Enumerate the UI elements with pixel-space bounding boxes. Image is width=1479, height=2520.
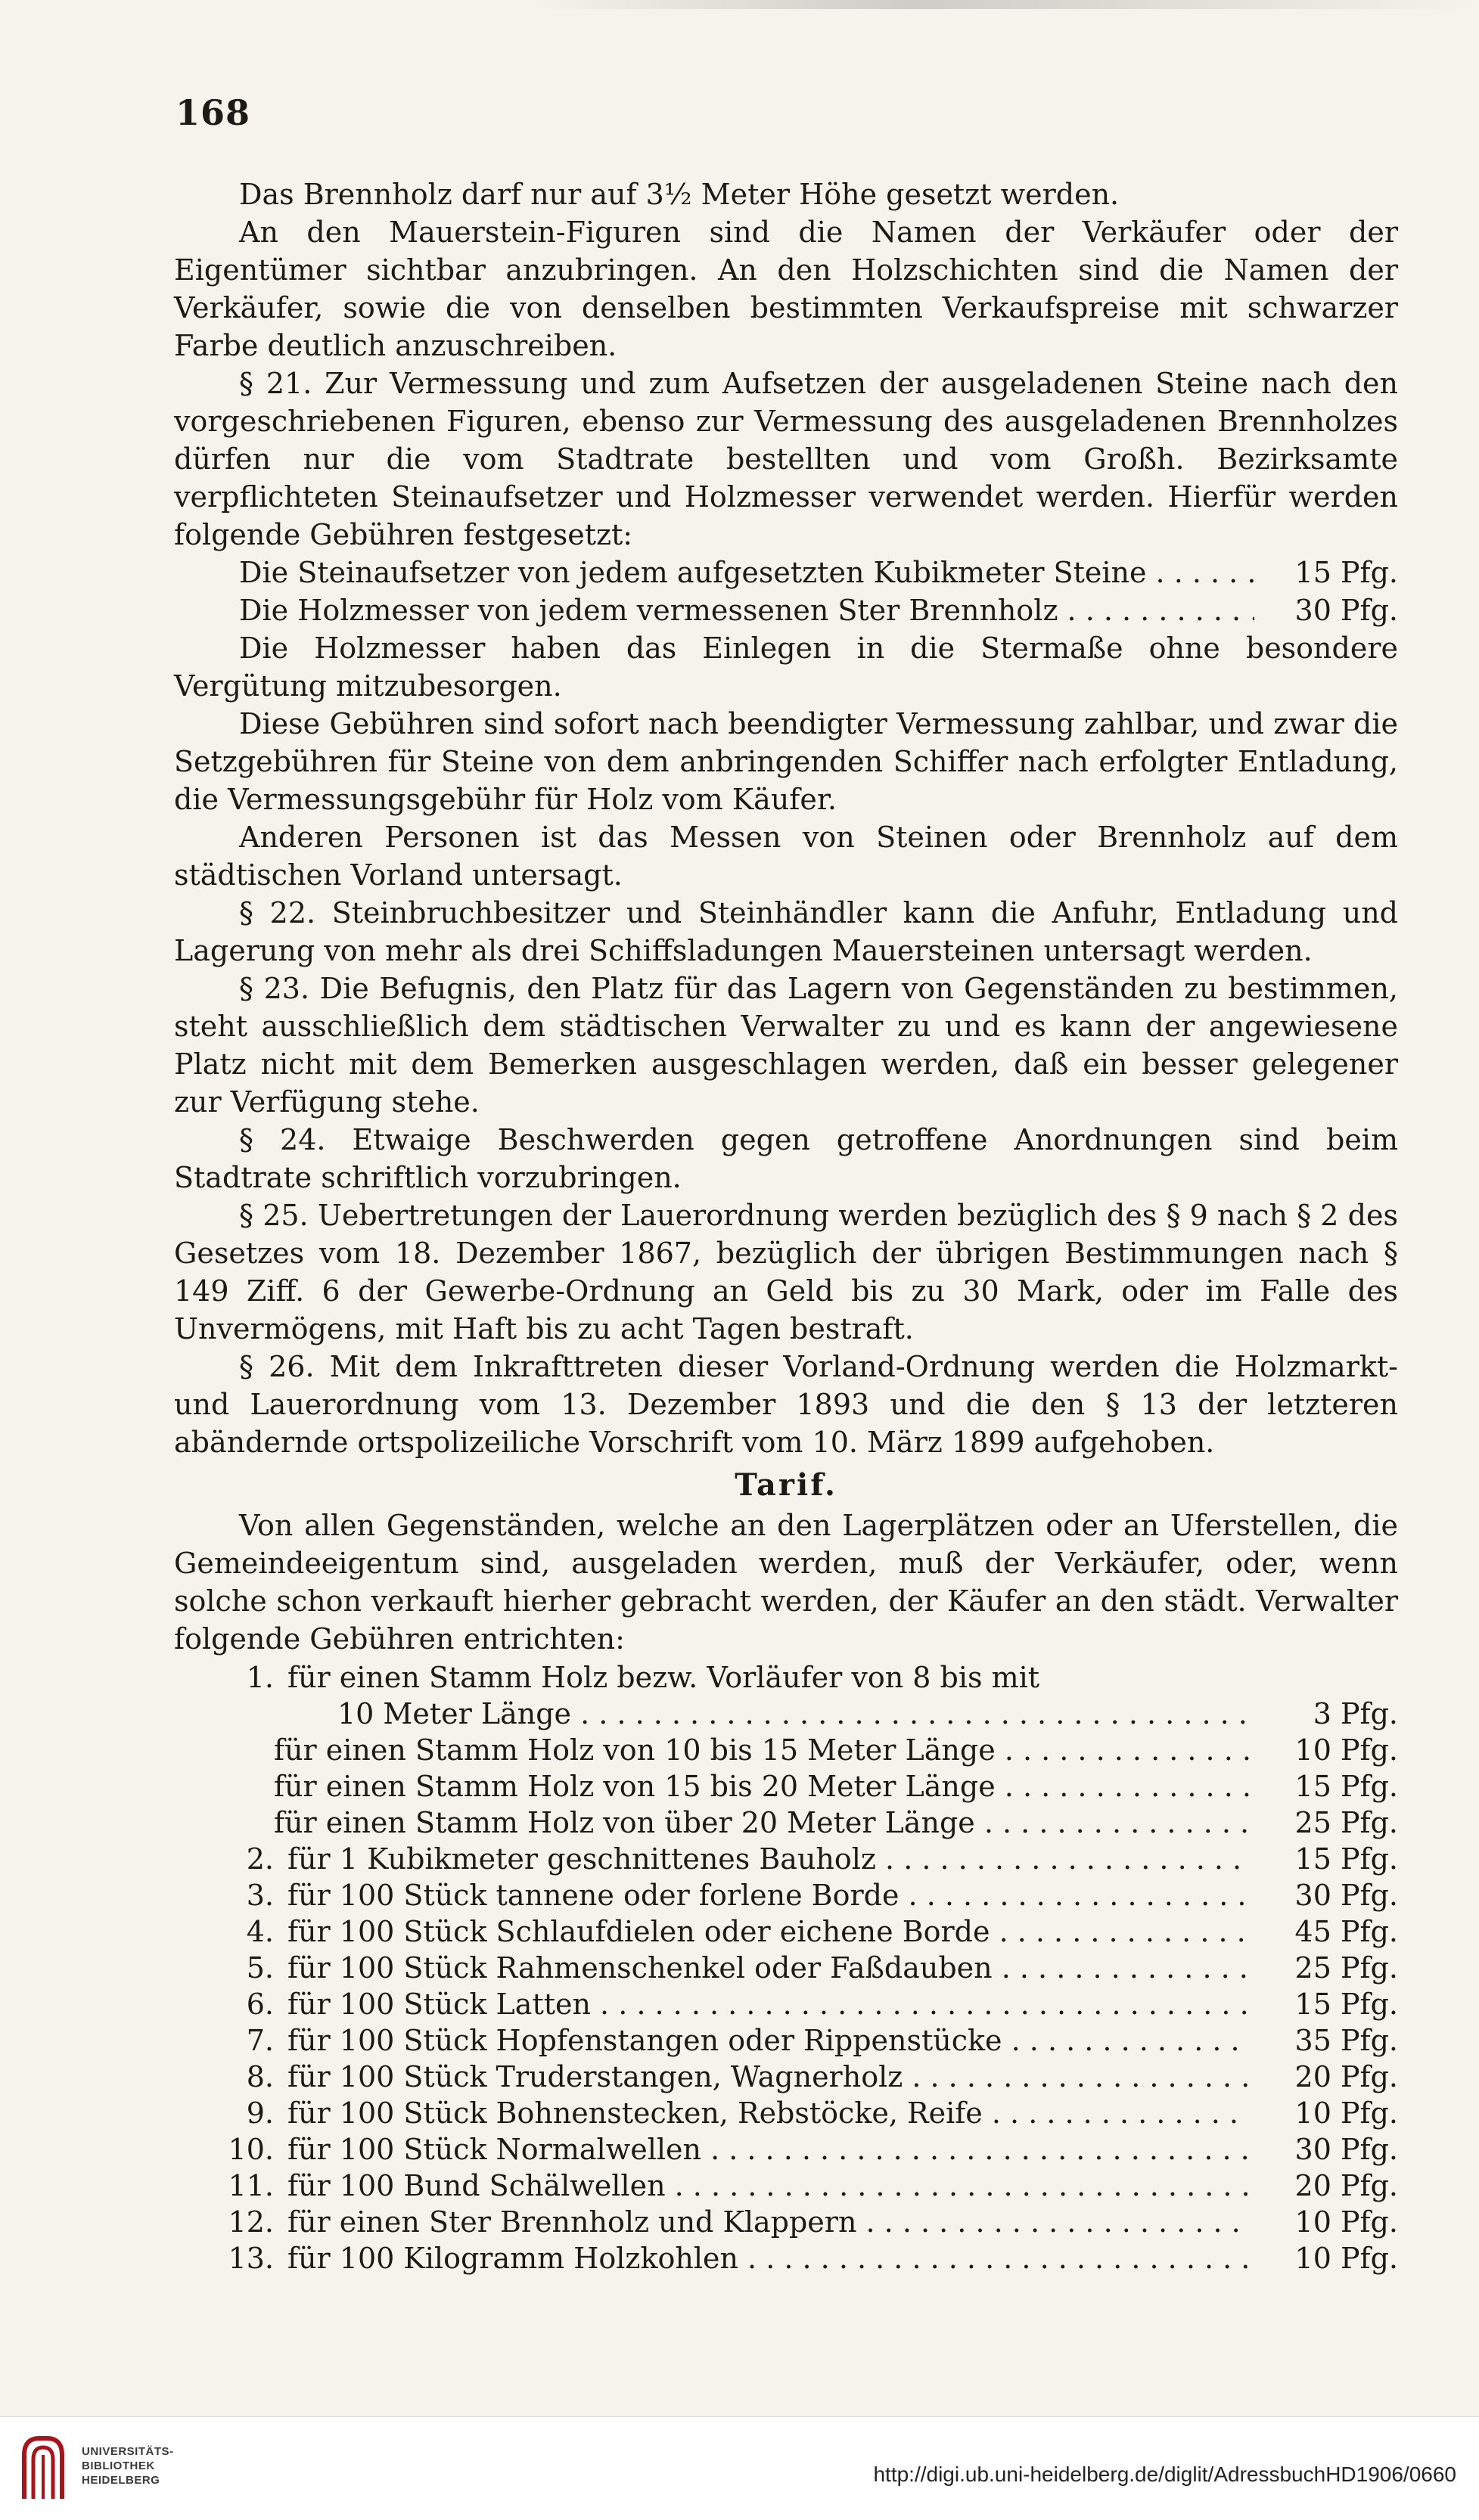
fee-row	[174, 554, 1398, 591]
item-text: für einen Stamm Holz bezw. Vorläufer von 8 bis mit	[287, 1661, 1040, 1694]
fee-text: Die Holzmesser von jedem vermessenen Ster Brennholz . . .	[239, 591, 1254, 629]
tarif-item	[174, 1950, 1398, 1986]
item-number: 12.	[228, 2205, 274, 2239]
paragraph: Diese Gebühren sind sofort nach beendigter Vermessung zahlbar, und zwar die Setzgebühren für Steine von dem anbringenden Schiffer nach erfolgter Entladung, die Vermessungsgebühr für Holz vom Käufer.	[174, 707, 1398, 816]
item-text: für 100 Stück Rahmenschenkel oder Faßdauben . . .	[287, 1950, 1250, 1986]
item-number: 7.	[246, 2024, 274, 2057]
tarif-item	[174, 2240, 1398, 2276]
item-text: für 100 Stück Normalwellen . . .	[287, 2131, 1250, 2168]
item-number: 6.	[246, 1988, 274, 2021]
item-text: für 100 Stück Schlaufdielen oder eichene Borde . . .	[287, 1913, 1250, 1950]
item-number: 4.	[246, 1915, 274, 1948]
tarif-intro: Von allen Gegenständen, welche an den Lagerplätzen oder an Uferstellen, die Gemeindeeigentum sind, ausgeladen werden, muß der Verkäufer, oder, wenn solche schon verkauft hierher gebracht werden, der Käufer an den städt. Verwalter folgende Gebühren entrichten:	[174, 1509, 1398, 1656]
tarif-item	[174, 2059, 1398, 2095]
item-text: für 100 Stück Truderstangen, Wagnerholz . . .	[287, 2059, 1250, 2095]
item-amount: 25 Pfg.	[1294, 1806, 1398, 1839]
item-amount: 10 Pfg.	[1294, 2205, 1398, 2239]
item-number: 10.	[228, 2133, 274, 2166]
item-amount: 10 Pfg.	[1294, 1733, 1398, 1767]
tarif-item	[174, 2131, 1398, 2168]
item-amount: 30 Pfg.	[1294, 1879, 1398, 1912]
fee-amount: 15 Pfg.	[1294, 556, 1398, 589]
item-amount: 15 Pfg.	[1294, 1842, 1398, 1876]
item-number: 2.	[246, 1842, 274, 1876]
library-logo-text: UNIVERSITÄTS- BIBLIOTHEK HEIDELBERG	[82, 2445, 174, 2487]
item-text: für 100 Stück Hopfenstangen oder Rippenstücke . . .	[287, 2022, 1250, 2059]
item-text: für 100 Bund Schälwellen . . .	[287, 2168, 1250, 2204]
item-text: für 100 Stück Latten . . .	[287, 1986, 1250, 2022]
item-text: für einen Stamm Holz von 15 bis 20 Meter Länge . . .	[274, 1768, 1250, 1805]
tarif-item	[174, 1768, 1398, 1805]
paragraph-section-23: § 23. Die Befugnis, den Platz für das Lagern von Gegenständen zu bestimmen, steht ausschließlich dem städtischen Verwalter zu und es kann der angewiesene Platz nicht mit dem Bemerken ausgeschlagen werden, daß ein besser gelegener zur Verfügung stehe.	[174, 972, 1398, 1119]
tarif-item	[174, 2204, 1398, 2240]
item-text: für einen Stamm Holz von 10 bis 15 Meter Länge . . .	[274, 1732, 1250, 1768]
item-amount: 10 Pfg.	[1294, 2242, 1398, 2275]
paragraph-section-21: § 21. Zur Vermessung und zum Aufsetzen der ausgeladenen Steine nach den vorgeschriebenen Figuren, ebenso zur Vermessung des ausgeladenen Brennholzes dürfen nur die vom Stadtrate bestellten und vom Großh. Bezirksamte verpflichteten Steinaufsetzer und Holzmesser verwendet werden. Hierfür werden folgende Gebühren festgesetzt:	[174, 367, 1398, 551]
tarif-item	[174, 1659, 1398, 1696]
tarif-item-continuation	[174, 1696, 1398, 1732]
tarif-list	[174, 1659, 1398, 2276]
item-amount: 20 Pfg.	[1294, 2060, 1398, 2093]
fee-row	[174, 591, 1398, 629]
page-number: 168	[176, 92, 251, 133]
paragraph: An den Mauerstein-Figuren sind die Namen der Verkäufer oder der Eigentümer sichtbar anzubringen. An den Holzschichten sind die Namen der Verkäufer, sowie die von denselben bestimmten Verkaufspreise mit schwarzer Farbe deutlich anzuschreiben.	[174, 216, 1398, 362]
item-amount: 15 Pfg.	[1294, 1770, 1398, 1803]
item-number: 9.	[246, 2096, 274, 2130]
tarif-item	[174, 1841, 1398, 1877]
tarif-item	[174, 2022, 1398, 2059]
item-text: für 100 Stück tannene oder forlene Borde . . .	[287, 1877, 1250, 1913]
tarif-item	[174, 1732, 1398, 1768]
paragraph-section-22: § 22. Steinbruchbesitzer und Steinhändler kann die Anfuhr, Entladung und Lagerung von mehr als drei Schiffsladungen Mauersteinen untersagt werden.	[174, 896, 1398, 967]
item-text: für einen Ster Brennholz und Klappern . . .	[287, 2204, 1250, 2240]
item-number: 1.	[246, 1661, 274, 1694]
tarif-item	[174, 1805, 1398, 1841]
paragraph: Die Holzmesser haben das Einlegen in die Stermaße ohne besondere Vergütung mitzubesorgen.	[174, 632, 1398, 703]
source-url-link[interactable]: http://digi.ub.uni-heidelberg.de/diglit/AdressbuchHD1906/0660	[873, 2463, 1456, 2486]
tarif-item	[174, 2095, 1398, 2131]
tarif-item	[174, 1877, 1398, 1913]
item-number: 3.	[246, 1879, 274, 1912]
item-amount: 3 Pfg.	[1313, 1697, 1398, 1730]
item-amount: 20 Pfg.	[1294, 2169, 1398, 2202]
fee-text: Die Steinaufsetzer von jedem aufgesetzten Kubikmeter Steine . . .	[239, 554, 1254, 591]
item-amount: 30 Pfg.	[1294, 2133, 1398, 2166]
item-number: 5.	[246, 1951, 274, 1985]
paragraph: Anderen Personen ist das Messen von Steinen oder Brennholz auf dem städtischen Vorland untersagt.	[174, 821, 1398, 892]
page-body	[174, 175, 1398, 2276]
paragraph-section-26: § 26. Mit dem Inkrafttreten dieser Vorland-Ordnung werden die Holzmarkt- und Lauerordnung vom 13. Dezember 1893 und die den § 13 der letzteren abändernde ortspolizeiliche Vorschrift vom 10. März 1899 aufgehoben.	[174, 1350, 1398, 1459]
item-number: 8.	[246, 2060, 274, 2093]
item-number: 13.	[228, 2242, 274, 2275]
university-library-logo-icon	[17, 2432, 70, 2505]
item-amount: 10 Pfg.	[1294, 2096, 1398, 2130]
item-amount: 35 Pfg.	[1294, 2024, 1398, 2057]
item-text: für einen Stamm Holz von über 20 Meter Länge . . .	[274, 1805, 1250, 1841]
item-text: für 100 Kilogramm Holzkohlen . . .	[287, 2240, 1250, 2276]
paragraph: Das Brennholz darf nur auf 3½ Meter Höhe gesetzt werden.	[239, 178, 1120, 211]
item-amount: 45 Pfg.	[1294, 1915, 1398, 1948]
fee-amount: 30 Pfg.	[1294, 594, 1398, 627]
tarif-heading: Tarif.	[735, 1467, 837, 1503]
item-amount: 15 Pfg.	[1294, 1988, 1398, 2021]
item-text: für 1 Kubikmeter geschnittenes Bauholz . . .	[287, 1841, 1250, 1877]
paragraph-section-24: § 24. Etwaige Beschwerden gegen getroffene Anordnungen sind beim Stadtrate schriftlich vorzubringen.	[174, 1123, 1398, 1194]
item-text: für 100 Stück Bohnenstecken, Rebstöcke, Reife . . .	[287, 2095, 1250, 2131]
item-text: 10 Meter Länge . . .	[274, 1696, 1250, 1732]
tarif-item	[174, 1986, 1398, 2022]
paragraph-section-25: § 25. Uebertretungen der Lauerordnung werden bezüglich des § 9 nach § 2 des Gesetzes vom 18. Dezember 1867, bezüglich der übrigen Bestimmungen nach § 149 Ziff. 6 der Gewerbe-Ordnung an Geld bis zu 30 Mark, oder im Falle des Unvermögens, mit Haft bis zu acht Tagen bestraft.	[174, 1199, 1398, 1345]
scan-edge-mark	[530, 0, 1479, 9]
tarif-item	[174, 1913, 1398, 1950]
item-number: 11.	[228, 2169, 274, 2202]
library-footer	[0, 2416, 1479, 2520]
item-amount	[1250, 1659, 1398, 1696]
tarif-item	[174, 2168, 1398, 2204]
item-amount: 25 Pfg.	[1294, 1951, 1398, 1985]
